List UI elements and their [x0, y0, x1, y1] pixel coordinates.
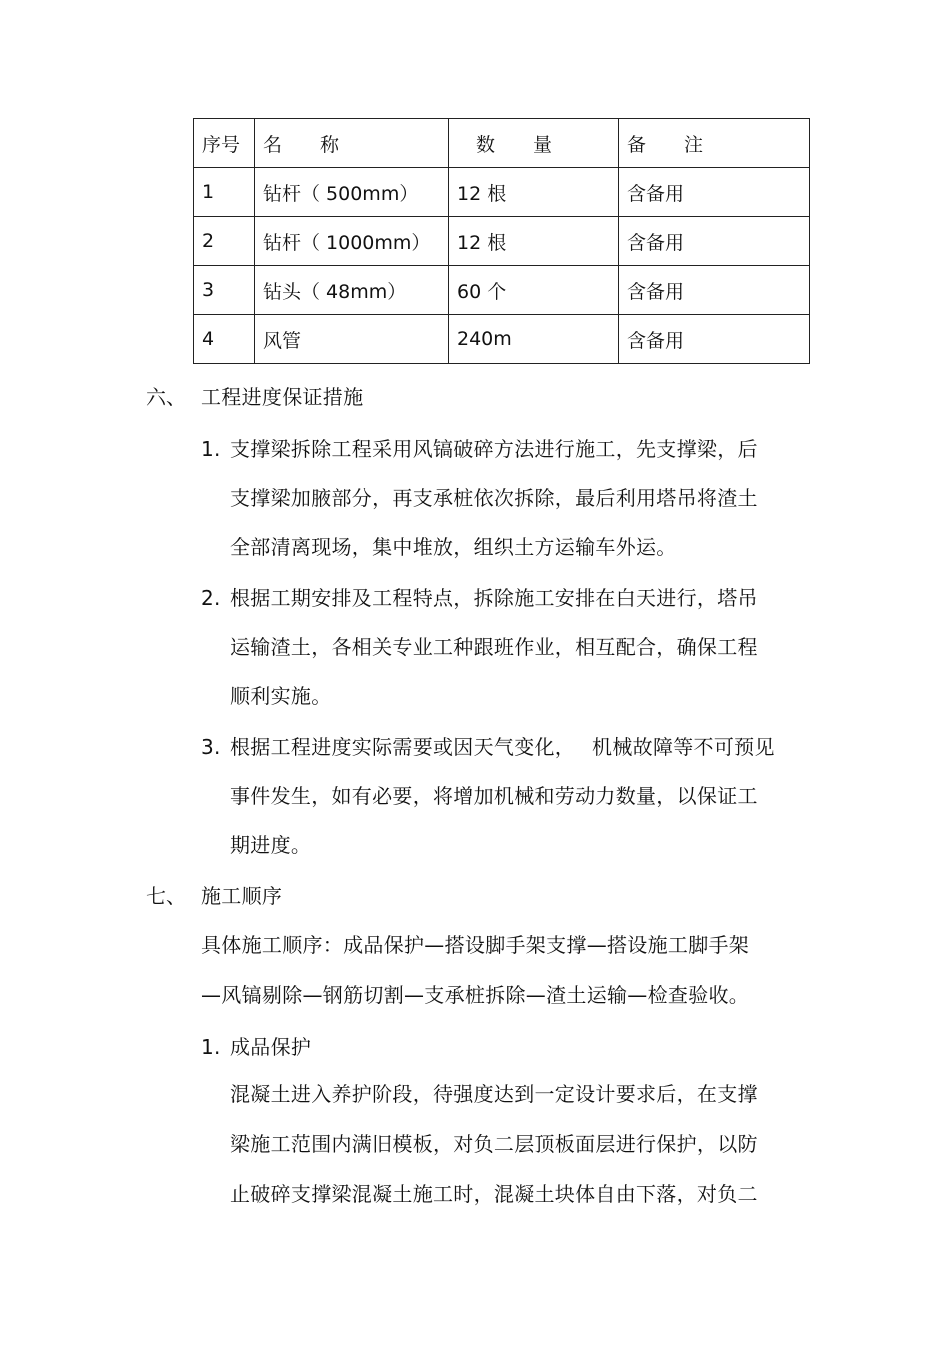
cell-remark: 含备用 [619, 217, 810, 266]
header-remark: 备 注 [619, 119, 810, 168]
cell-quantity: 12 根 [449, 217, 619, 266]
paragraph-line: —风镐剔除—钢筋切割—支承桩拆除—渣土运输—检查验收。 [201, 983, 750, 1007]
paragraph-line: 具体施工顺序：成品保护—搭设脚手架支撑—搭设施工脚手架 [201, 933, 750, 957]
cell-index: 2 [194, 217, 255, 266]
paragraph-line: 支撑梁拆除工程采用风镐破碎方法进行施工，先支撑梁，后 [230, 437, 758, 461]
cell-name: 钻杆（ 500mm） [255, 168, 449, 217]
cell-name: 风管 [255, 315, 449, 364]
cell-remark: 含备用 [619, 168, 810, 217]
section-6-number: 六、 [146, 385, 186, 409]
item-number: 1. [201, 1035, 221, 1059]
header-quantity: 数 量 [449, 119, 619, 168]
cell-quantity: 12 根 [449, 168, 619, 217]
paragraph-line: 混凝土进入养护阶段，待强度达到一定设计要求后，在支撑 [230, 1082, 758, 1106]
cell-index: 3 [194, 266, 255, 315]
paragraph-line: 根据工期安排及工程特点，拆除施工安排在白天进行，塔吊 [230, 586, 758, 610]
section-6-title: 工程进度保证措施 [201, 385, 364, 409]
table-row [194, 315, 810, 364]
table-row [194, 168, 810, 217]
materials-table [193, 118, 810, 364]
paragraph-line: 支撑梁加腋部分，再支承桩依次拆除，最后利用塔吊将渣土 [230, 486, 758, 510]
cell-index: 4 [194, 315, 255, 364]
paragraph-line: 止破碎支撑梁混凝土施工时，混凝土块体自由下落，对负二 [230, 1182, 758, 1206]
section-7-title: 施工顺序 [201, 884, 283, 908]
paragraph-line: 事件发生，如有必要，将增加机械和劳动力数量，以保证工 [230, 784, 758, 808]
paragraph-line: 运输渣土，各相关专业工种跟班作业，相互配合，确保工程 [230, 635, 758, 659]
item-number: 2. [201, 586, 221, 610]
paragraph-line: 顺利实施。 [230, 684, 332, 708]
cell-quantity: 60 个 [449, 266, 619, 315]
header-name: 名 称 [255, 119, 449, 168]
header-index: 序号 [194, 119, 255, 168]
table-row [194, 266, 810, 315]
cell-quantity: 240m [449, 315, 619, 364]
paragraph-line: 根据工程进度实际需要或因天气变化， 机械故障等不可预见 [230, 735, 775, 759]
paragraph-line: 全部清离现场，集中堆放，组织土方运输车外运。 [230, 535, 677, 559]
cell-name: 钻杆（ 1000mm） [255, 217, 449, 266]
subsection-title: 成品保护 [230, 1035, 312, 1059]
cell-remark: 含备用 [619, 315, 810, 364]
cell-name: 钻头（ 48mm） [255, 266, 449, 315]
section-7-number: 七、 [146, 884, 186, 908]
table-header-row [194, 119, 810, 168]
paragraph-line: 期进度。 [230, 833, 312, 857]
cell-remark: 含备用 [619, 266, 810, 315]
cell-index: 1 [194, 168, 255, 217]
item-number: 3. [201, 735, 221, 759]
paragraph-line: 梁施工范围内满旧模板，对负二层顶板面层进行保护，以防 [230, 1132, 758, 1156]
item-number: 1. [201, 437, 221, 461]
table-row [194, 217, 810, 266]
